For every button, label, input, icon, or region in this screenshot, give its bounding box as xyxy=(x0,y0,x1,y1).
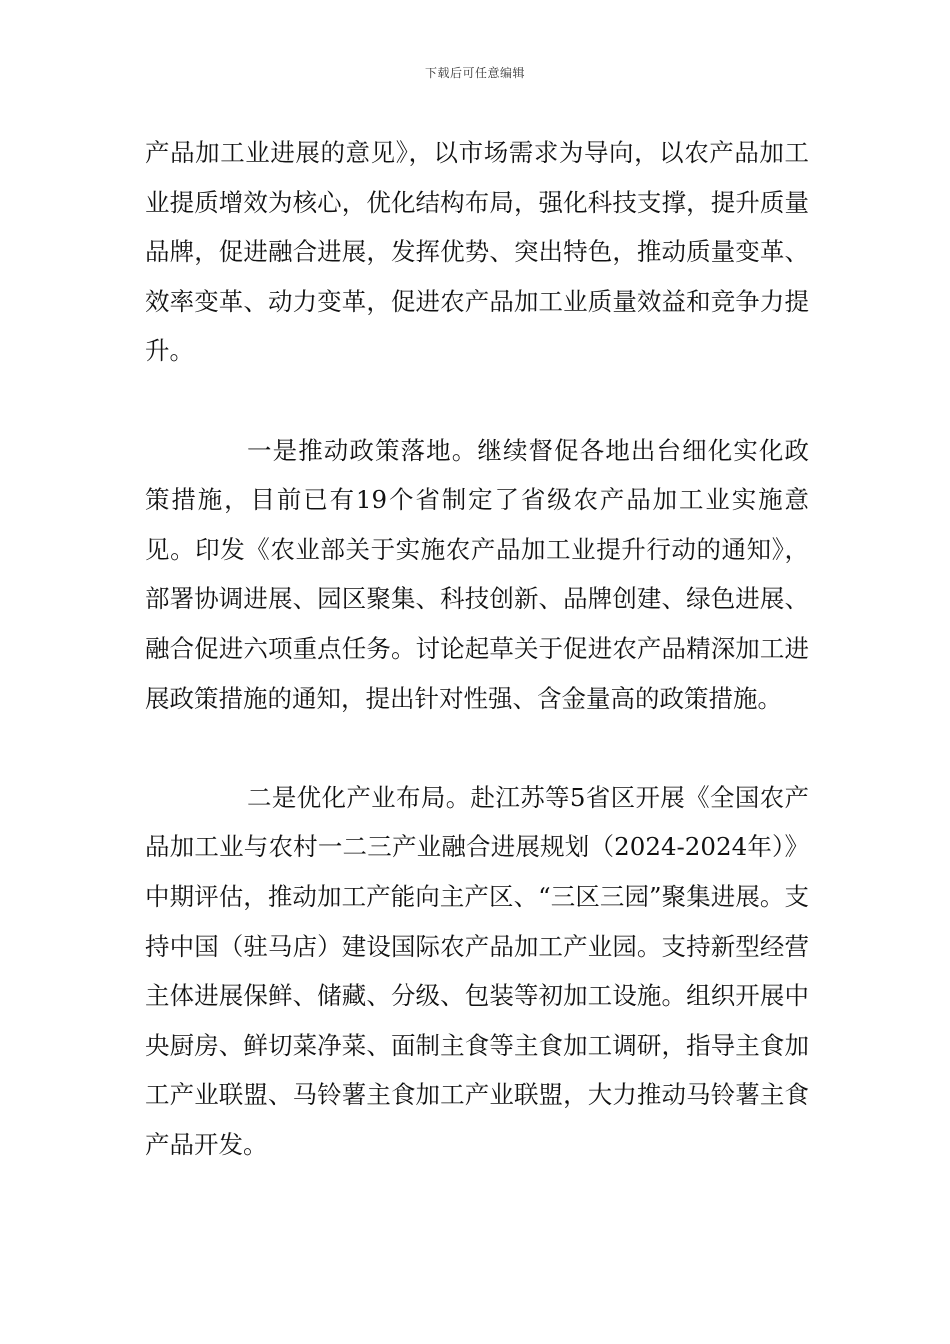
paragraph-gap xyxy=(145,376,809,426)
paragraph-policy: 一是推动政策落地。继续督促各地出台细化实化政策措施，目前已有19个省制定了省级农产品加工业实施意见。印发《农业部关于实施农产品加工业提升行动的通知》，部署协调进展、园区聚集、科技创新、品牌创建、绿色进展、融合促进六项重点任务。讨论起草关于促进农产品精深加工进展政策措施的通知，提出针对性强、含金量高的政策措施。 xyxy=(145,435,809,713)
paragraph-gap xyxy=(145,723,809,773)
paragraph-continuation: 产品加工业进展的意见》，以市场需求为导向，以农产品加工业提质增效为核心，优化结构布局，强化科技支撑，提升质量品牌，促进融合进展，发挥优势、突出特色，推动质量变革、效率变革、动力变革，促进农产品加工业质量效益和竞争力提升。 xyxy=(145,138,809,366)
page-header: 下载后可任意编辑 xyxy=(424,66,525,80)
document-body xyxy=(145,128,809,1169)
paragraph-layout: 二是优化产业布局。赴江苏等5省区开展《全国农产品加工业与农村一二三产业融合进展规划（2024-2024年）》中期评估，推动加工产能向主产区、“三区三园”聚集进展。支持中国（驻马店）建设国际农产品加工产业园。支持新型经营主体进展保鲜、储藏、分级、包装等初加工设施。组织开展中央厨房、鲜切菜净菜、面制主食等主食加工调研，指导主食加工产业联盟、马铃薯主食加工产业联盟，大力推动马铃薯主食产品开发。 xyxy=(145,782,809,1159)
